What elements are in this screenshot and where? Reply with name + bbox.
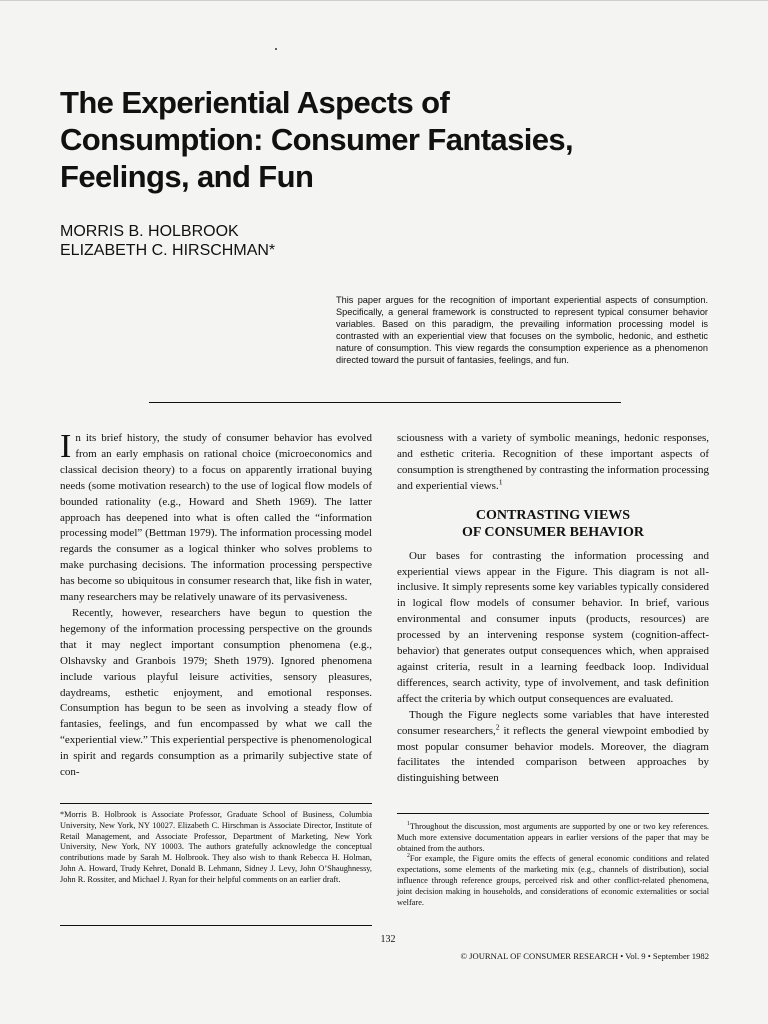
footnote-text: Throughout the discussion, most arguments are supported by one or two key references. Much more extensive documentation appears in earlier versions of the paper that may be obtained from the authors.: [397, 822, 709, 853]
paragraph-text: sciousness with a variety of symbolic meanings, hedonic responses, and esthetic criteria. Recognition of these important aspects of consumption is strengthened by contrasting the information processing and experiential views.: [397, 432, 709, 492]
footnote-text: *Morris B. Holbrook is Associate Professor, Graduate School of Business, Columbia University, New York, NY 10027. Elizabeth C. Hirschman is Associate Director, Institute of Retail Management, and Associate Professor, Department of Marketing, New York University, New York, NY 10003. The authors gratefully acknowledge the conceptual contributions made by Sarah M. Holbrook. They also wish to thank Rebecca H. Holman, John A. Howard, Trudy Kehret, Donald B. Lehmann, Sidney J. Levy, John O’Shaughnessy, John R. Rossiter, and Michael J. Ryan for their helpful comments on an earlier draft.: [60, 810, 372, 884]
footnote-rule-right: [397, 813, 709, 814]
title-line-2: Consumption: Consumer Fantasies,: [60, 122, 574, 157]
author-name: ELIZABETH C. HIRSCHMAN*: [60, 242, 276, 259]
heading-line: CONTRASTING VIEWS: [475, 507, 631, 523]
footnote-number: 1: [407, 821, 410, 828]
author-footnote: [60, 810, 372, 886]
paragraph-text: it reflects the general viewpoint embodied by most popular consumer behavior models. Moreover, the diagram facilitates the intended comparison between approaches by distinguishing between: [397, 724, 709, 785]
journal-footer: © JOURNAL OF CONSUMER RESEARCH • Vol. 9 • September 1982: [460, 951, 709, 961]
body-paragraph: [397, 708, 709, 788]
title-line-3: Feelings, and Fun: [60, 159, 314, 194]
article-title: [60, 84, 620, 195]
body-paragraph: Our bases for contrasting the information processing and experiential views appear in the Figure. This diagram is not all-inclusive. It simply represents some key variables typically considered in logical flow models of consumer behavior. In brief, various environmental and consumer inputs (products, resources) are processed by an intervening response system (cognition-affect-behavior) that generates output consequences which, when appraised against criteria, result in a learning feedback loop. Individual differences, search activity, type of involvement, and task definition affect the criteria by which output consequences are evaluated.: [397, 549, 709, 705]
abstract-divider: [149, 402, 621, 403]
top-edge-rule: [0, 0, 768, 1]
footnote-number: 2: [407, 853, 410, 860]
author-name: MORRIS B. HOLBROOK: [60, 223, 239, 240]
page-number: 132: [380, 934, 396, 945]
footnotes-right: [397, 822, 709, 908]
abstract: This paper argues for the recognition of important experiential aspects of consumption. Specifically, a general framework is constructed to represent typical consumer behavior variables. Based on this paradigm, the prevailing information processing model is contrasted with an experiential view that focuses on the symbolic, hedonic, and esthetic nature of consumption. This view regards the consumption experience as a phenomenon directed toward the pursuit of fantasies, feelings, and fun.: [336, 295, 708, 365]
heading-line: OF CONSUMER BEHAVIOR: [461, 524, 645, 540]
footnote: [397, 822, 709, 854]
print-speck: [275, 48, 277, 50]
paragraph-text: Though the Figure neglects some variables that have interested consumer researchers,: [397, 708, 709, 737]
footnote-rule-bottom: [60, 925, 372, 926]
footnote-marker: 1: [498, 477, 503, 487]
body-paragraph: [397, 431, 709, 495]
paragraph-text: n its brief history, the study of consumer behavior has evolved from an early emphasis on rational choice (microeconomics and classical decision theory) to a focus on apparently irrational buying needs (some motivation research) to the use of logical flow models of bounded rationality (e.g., Howard and Sheth 1969). The latter approach has deepened into what is often called the “information processing model” (Bettman 1979). The information processing model regards the consumer as a logical thinker who solves problems to make purchasing decisions. The information processing perspective has become so ubiquitous in consumer research that, like fish in water, many researchers may be relatively unaware of its pervasiveness.: [60, 432, 372, 604]
footnote-text: For example, the Figure omits the effects of general economic conditions and related expectations, some elements of the marketing mix (e.g., channels of distribution), social influence through reference groups, perceived risk and other conflict-related phenomena, joint decision making in households, and considerations of economic externalities or social welfare.: [397, 854, 709, 907]
footnote: [397, 854, 709, 908]
footnote-rule-left: [60, 803, 372, 804]
title-line-1: The Experiential Aspects of: [60, 85, 450, 120]
body-column-right: [397, 431, 709, 787]
body-column-left: [60, 428, 372, 781]
section-heading: [397, 507, 709, 541]
drop-cap: I: [60, 428, 72, 465]
footnote-marker: 2: [495, 721, 500, 731]
body-paragraph: [60, 428, 372, 606]
author-list: [60, 222, 275, 260]
body-paragraph: Recently, however, researchers have begun to question the hegemony of the information processing perspective on the grounds that it may neglect important consumption phenomena (e.g., Olshavsky and Granbois 1979; Sheth 1979). Ignored phenomena include various playful leisure activities, sensory pleasures, daydreams, esthetic enjoyment, and emotional responses. Consumption has begun to be seen as involving a steady flow of fantasies, feelings, and fun encompassed by what we call the “experiential view.” This experiential perspective is phenomenological in spirit and regards consumption as a primarily subjective state of con-: [60, 606, 372, 779]
